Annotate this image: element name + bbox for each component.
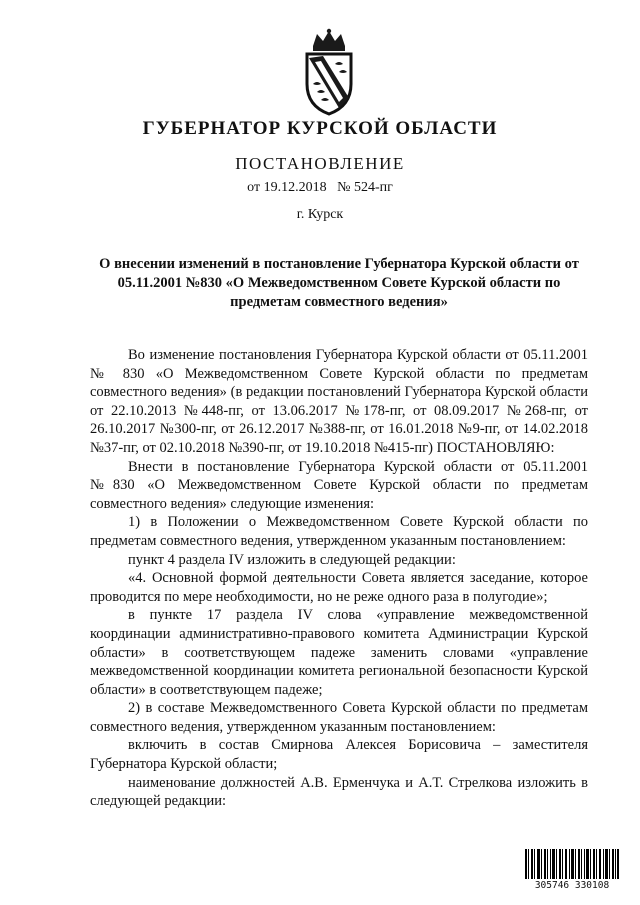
body-paragraph-preamble: Во изменение постановления Губернатора Курской области от 05.11.2001 № 830 «О Межведомственном Совете Курской области по предметам совместного ведения» (в редакции постановлений Губернатора Курской области от 22.10.2013 №448-пг, от 13.06.2017 №178-пг, от 08.09.2017 №268-пг, от 26.10.2017 №300-пг, от 26.12.2017 №388-пг, от 16.01.2018 №9-пг, от 14.02.2018 №37-пг, от 02.10.2018 №390-пг, от 19.10.2018 №415-пг) ПОСТАНОВЛЯЮ: [90,347,588,456]
body-paragraph: 1) в Положении о Межведомственном Совете Курской области по предметам совместного ведения, утвержденном указанным постановлением: [90,514,588,549]
document-body [90,346,588,811]
document-type: ПОСТАНОВЛЕНИЕ [235,154,405,173]
document-city: г. Курск [296,207,344,222]
body-paragraph: включить в состав Смирнова Алексея Борисовича – заместителя Губернатора Курской области; [90,737,588,773]
body-paragraph: пункт 4 раздела IV изложить в следующей редакции: [128,551,456,568]
document-date-number: от 19.12.2018 № 524-пг [247,180,393,195]
coat-of-arms-icon [299,28,359,116]
body-paragraph: наименование должностей А.В. Ерменчука и А.Т. Стрелкова изложить в следующей редакции: [90,774,588,810]
body-paragraph: в пункте 17 раздела IV слова «управление межведомственной координации административно-правового комитета Администрации Курской области» в соответствующем падеже заменить словами «управление межведомственной координации комитета региональной безопасности Курской области» в соответствующем падеже; [90,607,588,698]
document-subject: О внесении изменений в постановление Губернатора Курской области от 05.11.2001 №830 «О Межведомственном Совете Курской области по предметам совместного ведения» [99,256,579,310]
body-paragraph: 2) в составе Межведомственного Совета Курской области по предметам совместного ведения, утвержденном указанным постановлением: [90,700,588,735]
governor-title: ГУБЕРНАТОР КУРСКОЙ ОБЛАСТИ [142,118,498,139]
barcode [525,849,619,891]
body-paragraph: Внести в постановление Губернатора Курской области от 05.11.2001 №830 «О Межведомственном Совете Курской области по предметам совместного ведения» следующие изменения: [90,458,588,512]
barcode-number: 305746 330108 [534,880,610,891]
barcode-bars-icon [525,849,619,879]
body-paragraph: «4. Основной формой деятельности Совета является заседание, которое проводится по мере необходимости, но не реже одного раза в полугодие»; [90,570,588,605]
